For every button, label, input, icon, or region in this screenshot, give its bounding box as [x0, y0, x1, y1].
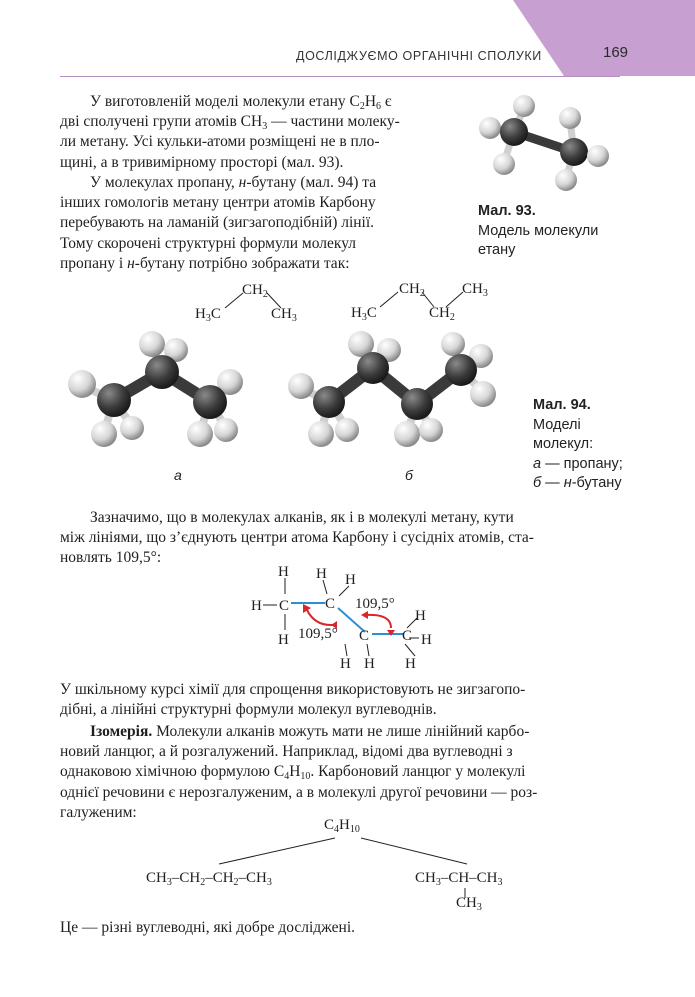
paragraph-conclusion: Це — різні вуглеводні, які добре досліджені. — [60, 919, 356, 936]
atom-c-4: C — [402, 628, 413, 644]
paragraph-isomerism: Ізомерія. Молекули алканів можуть мати не лише лінійний карбо- новий ланцюг, а й розгалужений. Наприклад, відомі два вуглеводні з однаковою хімічною формулою $C_4H_{10}$. Карбоновий ланцюг у молекулі однієї речовини є нерозгалуженим, а в молекулі другої речовини — роз- галуженим: — [60, 723, 538, 821]
paragraph-angles: Зазначимо, що в молекулах алканів, як і в молекулі метану, кути між лініями, що з’єднують центри атома Карбону і сусідніх атомів, ста- новлять 109,5°: — [60, 509, 534, 567]
ethane-model-image — [470, 90, 620, 195]
linear-isomer: $CH_3-CH_2-CH_2-CH_3$ — [146, 870, 272, 888]
atom-h-3: H — [278, 632, 289, 648]
atom-h-8: H — [340, 656, 351, 672]
atom-h-9: H — [364, 656, 375, 672]
butane-model-image — [285, 330, 515, 455]
propane-model-image — [62, 330, 252, 455]
paragraph-ethane: У виготовленій моделі молекули етану $C_2H_6$ є дві сполучені групи атомів $CH_3$ — частини молеку- ли метану. Усі кульки-атоми розміщені не в пло- щині, а в тривимірному просторі (мал. 93). — [60, 93, 400, 171]
angle-label-2: 109,5° — [298, 626, 338, 642]
atom-h-4: H — [316, 566, 327, 582]
header-tab — [513, 0, 695, 76]
paragraph-linear-formulas: У шкільному курсі хімії для спрощення використовують не зигзагопо- дібні, а лінійні структурні формули молекул вуглеводнів. — [60, 681, 526, 719]
angle-label-1: 109,5° — [355, 596, 395, 612]
atom-h-2: H — [251, 598, 262, 614]
atom-h-6: H — [415, 608, 426, 624]
atom-h-7: H — [421, 632, 432, 648]
atom-c-1: C — [279, 598, 290, 614]
paragraph-propane-butane: У молекулах пропану, н-бутану (мал. 94) та інших гомологів метану центри атомів Карбону перебувають на ламаній (зигзагоподібній) лінії. Тому скорочені структурні формули молекул пропану і н-бутану потрібно зображати так: — [60, 174, 377, 272]
molecular-formula: $C_4H_{10}$ — [324, 817, 360, 835]
label-a: а — [174, 467, 182, 483]
label-b: б — [405, 467, 413, 483]
page-number: 169 — [603, 44, 629, 61]
branched-isomer: $CH_3-CH-CH_3$ — [415, 870, 503, 888]
branched-methyl: $CH_3$ — [456, 895, 482, 913]
running-header: ДОСЛІДЖУЄМО ОРГАНІЧНІ СПОЛУКИ — [296, 49, 542, 63]
header-rule — [60, 76, 620, 77]
atom-h-1: H — [278, 564, 289, 580]
figure-93-caption: Мал. 93. Модель молекули етану — [478, 203, 599, 258]
atom-h-10: H — [405, 656, 416, 672]
bond-angle-diagram — [245, 558, 445, 678]
atom-c-2: C — [325, 596, 336, 612]
figure-94-caption: Мал. 94. Моделі молекул: а — пропану; б — н-бутану — [533, 397, 623, 491]
atom-c-3: C — [359, 628, 370, 644]
atom-h-5: H — [345, 572, 356, 588]
